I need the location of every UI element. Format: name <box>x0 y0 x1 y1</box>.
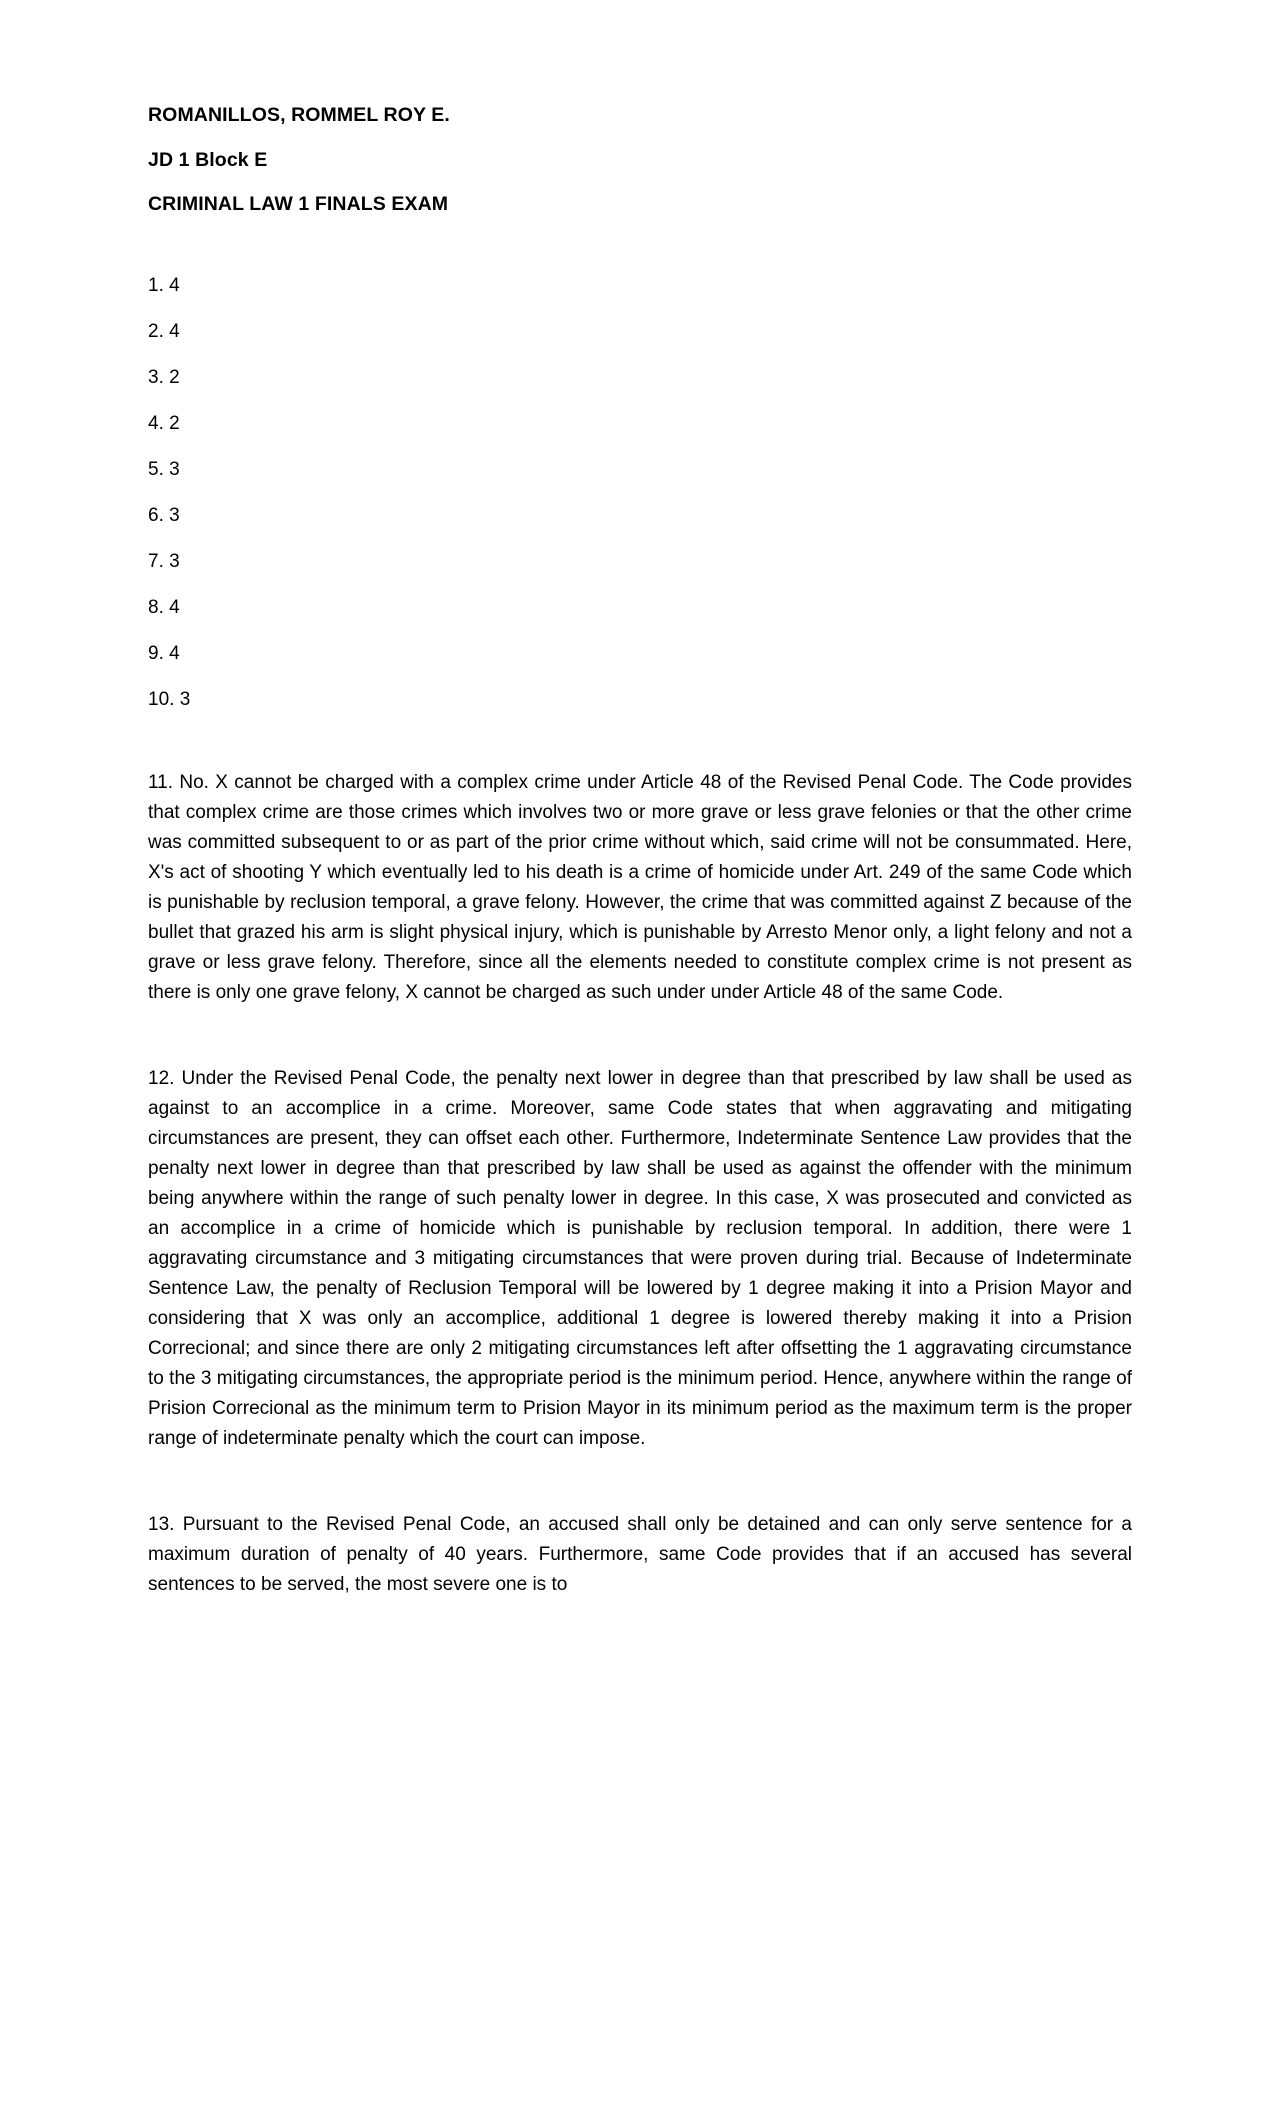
essay-answer-11: 11. No. X cannot be charged with a complex crime under Article 48 of the Revised Penal Code. The Code provides that complex crime are those crimes which involves two or more grave or less grave felonies or that the other crime was committed subsequent to or as part of the prior crime without which, said crime will not be consummated. Here, X's act of shooting Y which eventually led to his death is a crime of homicide under Art. 249 of the same Code which is punishable by reclusion temporal, a grave felony. However, the crime that was committed against Z because of the bullet that grazed his arm is slight physical injury, which is punishable by Arresto Menor only, a light felony and not a grave or less grave felony. Therefore, since all the elements needed to constitute complex crime is not present as there is only one grave felony, X cannot be charged as such under under Article 48 of the same Code. <box>148 771 1132 1003</box>
answer-item-9: 9. 4 <box>148 642 180 664</box>
header-spacer <box>148 240 1132 276</box>
student-class: JD 1 Block E <box>148 148 268 171</box>
answer-item-10: 10. 3 <box>148 688 191 710</box>
answer-item-2: 2. 4 <box>148 320 180 342</box>
essay-answer-12: 12. Under the Revised Penal Code, the penalty next lower in degree than that prescribed by law shall be used as against to an accomplice in a crime. Moreover, same Code states that when aggravating and mitigating circumstances are present, they can offset each other. Furthermore, Indeterminate Sentence Law provides that the penalty next lower in degree than that prescribed by law shall be used as against the offender with the minimum being anywhere within the range of such penalty lower in degree. In this case, X was prosecuted and convicted as an accomplice in a crime of homicide which is punishable by reclusion temporal. In addition, there were 1 aggravating circumstance and 3 mitigating circumstances that were proven during trial. Because of Indeterminate Sentence Law, the penalty of Reclusion Temporal will be lowered by 1 degree making it into a Prision Mayor and considering that X was only an accomplice, additional 1 degree is lowered thereby making it into a Prision Correcional; and since there are only 2 mitigating circumstances left after offsetting the 1 aggravating circumstance to the 3 mitigating circumstances, the appropriate period is the minimum period. Hence, anywhere within the range of Prision Correcional as the minimum term to Prision Mayor in its minimum period as the maximum term is the proper range of indeterminate penalty which the court can impose. <box>148 1067 1132 1449</box>
list-spacer <box>148 736 1132 768</box>
answer-item-6: 6. 3 <box>148 504 180 526</box>
answer-item-8: 8. 4 <box>148 596 180 618</box>
essay-answer-13: 13. Pursuant to the Revised Penal Code, an accused shall only be detained and can only serve sentence for a maximum duration of penalty of 40 years. Furthermore, same Code provides that if an accused has several sentences to be served, the most severe one is to <box>148 1513 1132 1595</box>
answer-item-7: 7. 3 <box>148 550 180 572</box>
answer-item-4: 4. 2 <box>148 412 180 434</box>
answer-item-5: 5. 3 <box>148 458 180 480</box>
answer-item-1: 1. 4 <box>148 274 180 296</box>
exam-title: CRIMINAL LAW 1 FINALS EXAM <box>148 193 449 215</box>
student-name: ROMANILLOS, ROMMEL ROY E. <box>148 104 450 126</box>
answer-item-3: 3. 2 <box>148 366 180 388</box>
multiple-choice-answer-list <box>148 276 1132 709</box>
document-header <box>148 106 1132 215</box>
